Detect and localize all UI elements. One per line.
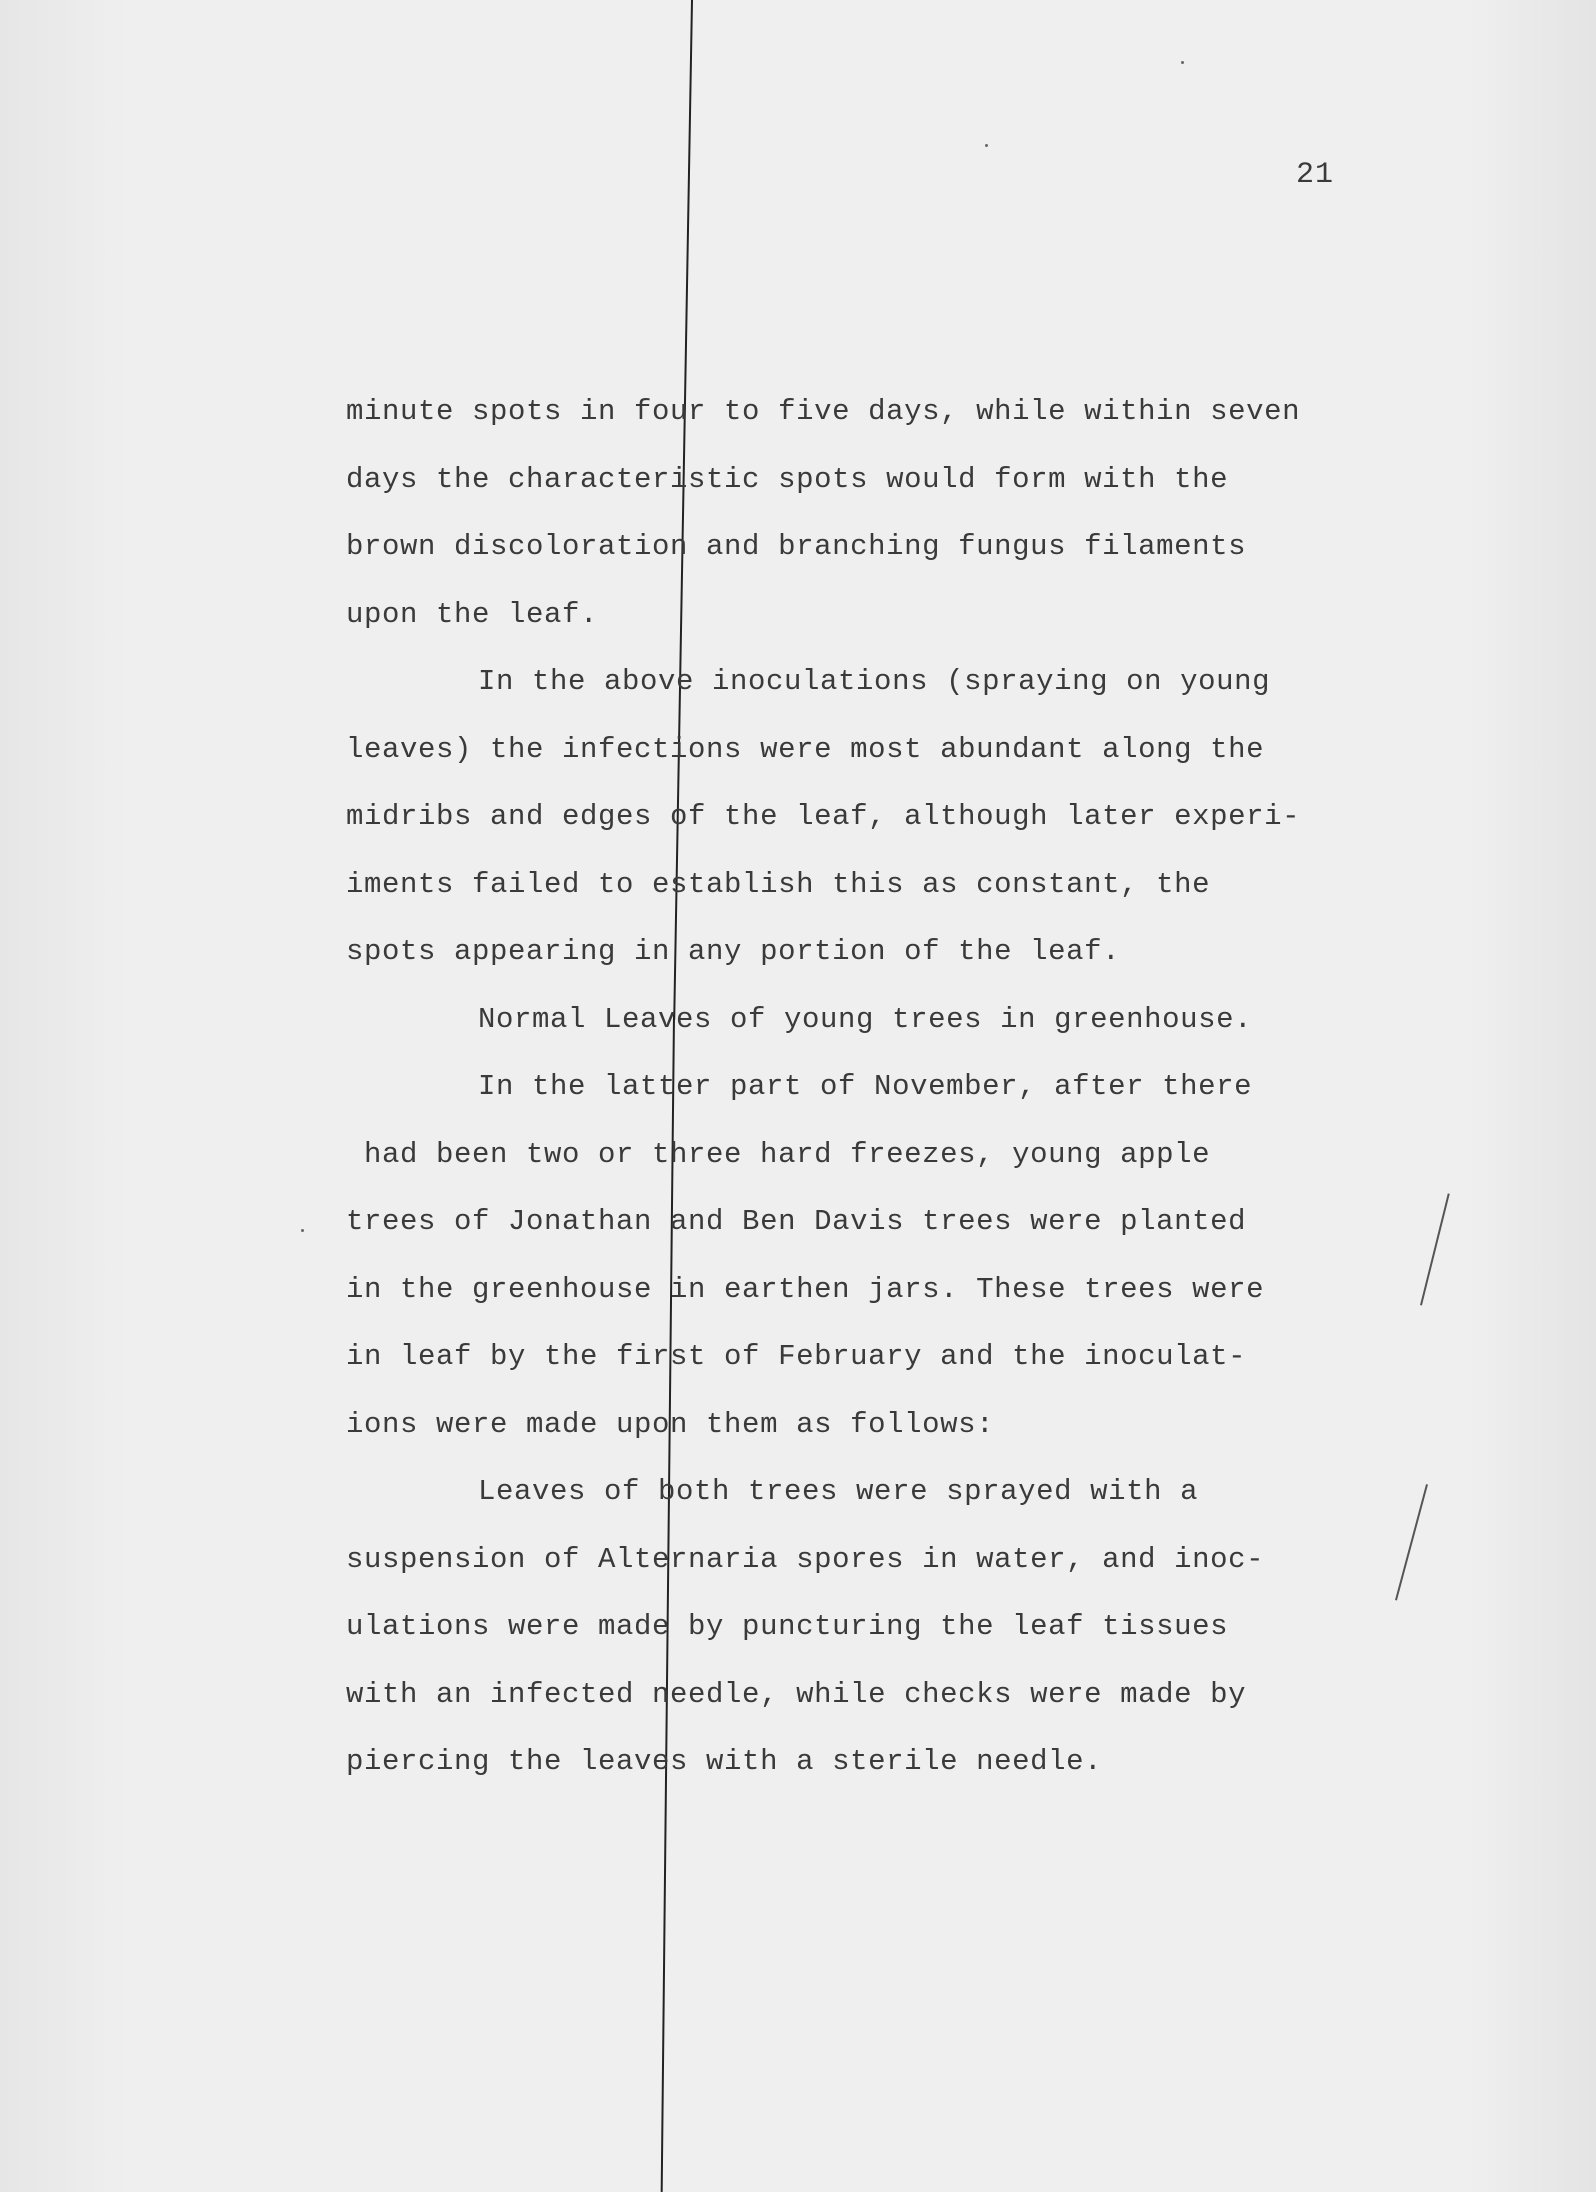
- pencil-mark: [1395, 1484, 1428, 1600]
- typed-text-block: [346, 392, 1346, 1810]
- text-line: piercing the leaves with a sterile needle.: [346, 1745, 1103, 1778]
- text-line: suspension of Alternaria spores in water, and inoc-: [346, 1542, 1265, 1576]
- text-line: In the latter part of November, after there: [478, 1070, 1253, 1103]
- text-line: in the greenhouse in earthen jars. These trees were: [346, 1272, 1265, 1306]
- text-line: iments failed to establish this as constant, the: [346, 867, 1211, 901]
- text-line: trees of Jonathan and Ben Davis trees were planted: [346, 1205, 1247, 1238]
- text-line: ulations were made by puncturing the leaf tissues: [346, 1610, 1229, 1643]
- text-line: with an infected needle, while checks were made by: [346, 1677, 1247, 1711]
- text-line: Leaves of both trees were sprayed with a: [478, 1475, 1199, 1508]
- page-number: 21: [1296, 158, 1335, 192]
- paper-speck: [1181, 61, 1184, 64]
- pencil-mark: [1420, 1193, 1450, 1305]
- text-line: ions were made upon them as follows:: [346, 1407, 995, 1441]
- text-line: spots appearing in any portion of the leaf.: [346, 935, 1121, 968]
- text-line: minute spots in four to five days, while within seven: [346, 395, 1301, 428]
- text-line: had been two or three hard freezes, young apple: [364, 1137, 1211, 1171]
- text-line: days the characteristic spots would form with the: [346, 462, 1229, 496]
- paper-speck: [985, 144, 988, 147]
- text-line: upon the leaf.: [346, 597, 599, 631]
- text-line: in leaf by the first of February and the inoculat-: [346, 1340, 1247, 1373]
- section-heading: Normal Leaves of young trees in greenhouse.: [478, 1002, 1253, 1036]
- text-line: leaves) the infections were most abundant along the: [346, 732, 1265, 766]
- text-line: midribs and edges of the leaf, although later experi-: [346, 800, 1301, 833]
- paper-speck: [301, 1229, 304, 1232]
- text-line: In the above inoculations (spraying on young: [478, 665, 1271, 698]
- text-line: brown discoloration and branching fungus filaments: [346, 530, 1247, 563]
